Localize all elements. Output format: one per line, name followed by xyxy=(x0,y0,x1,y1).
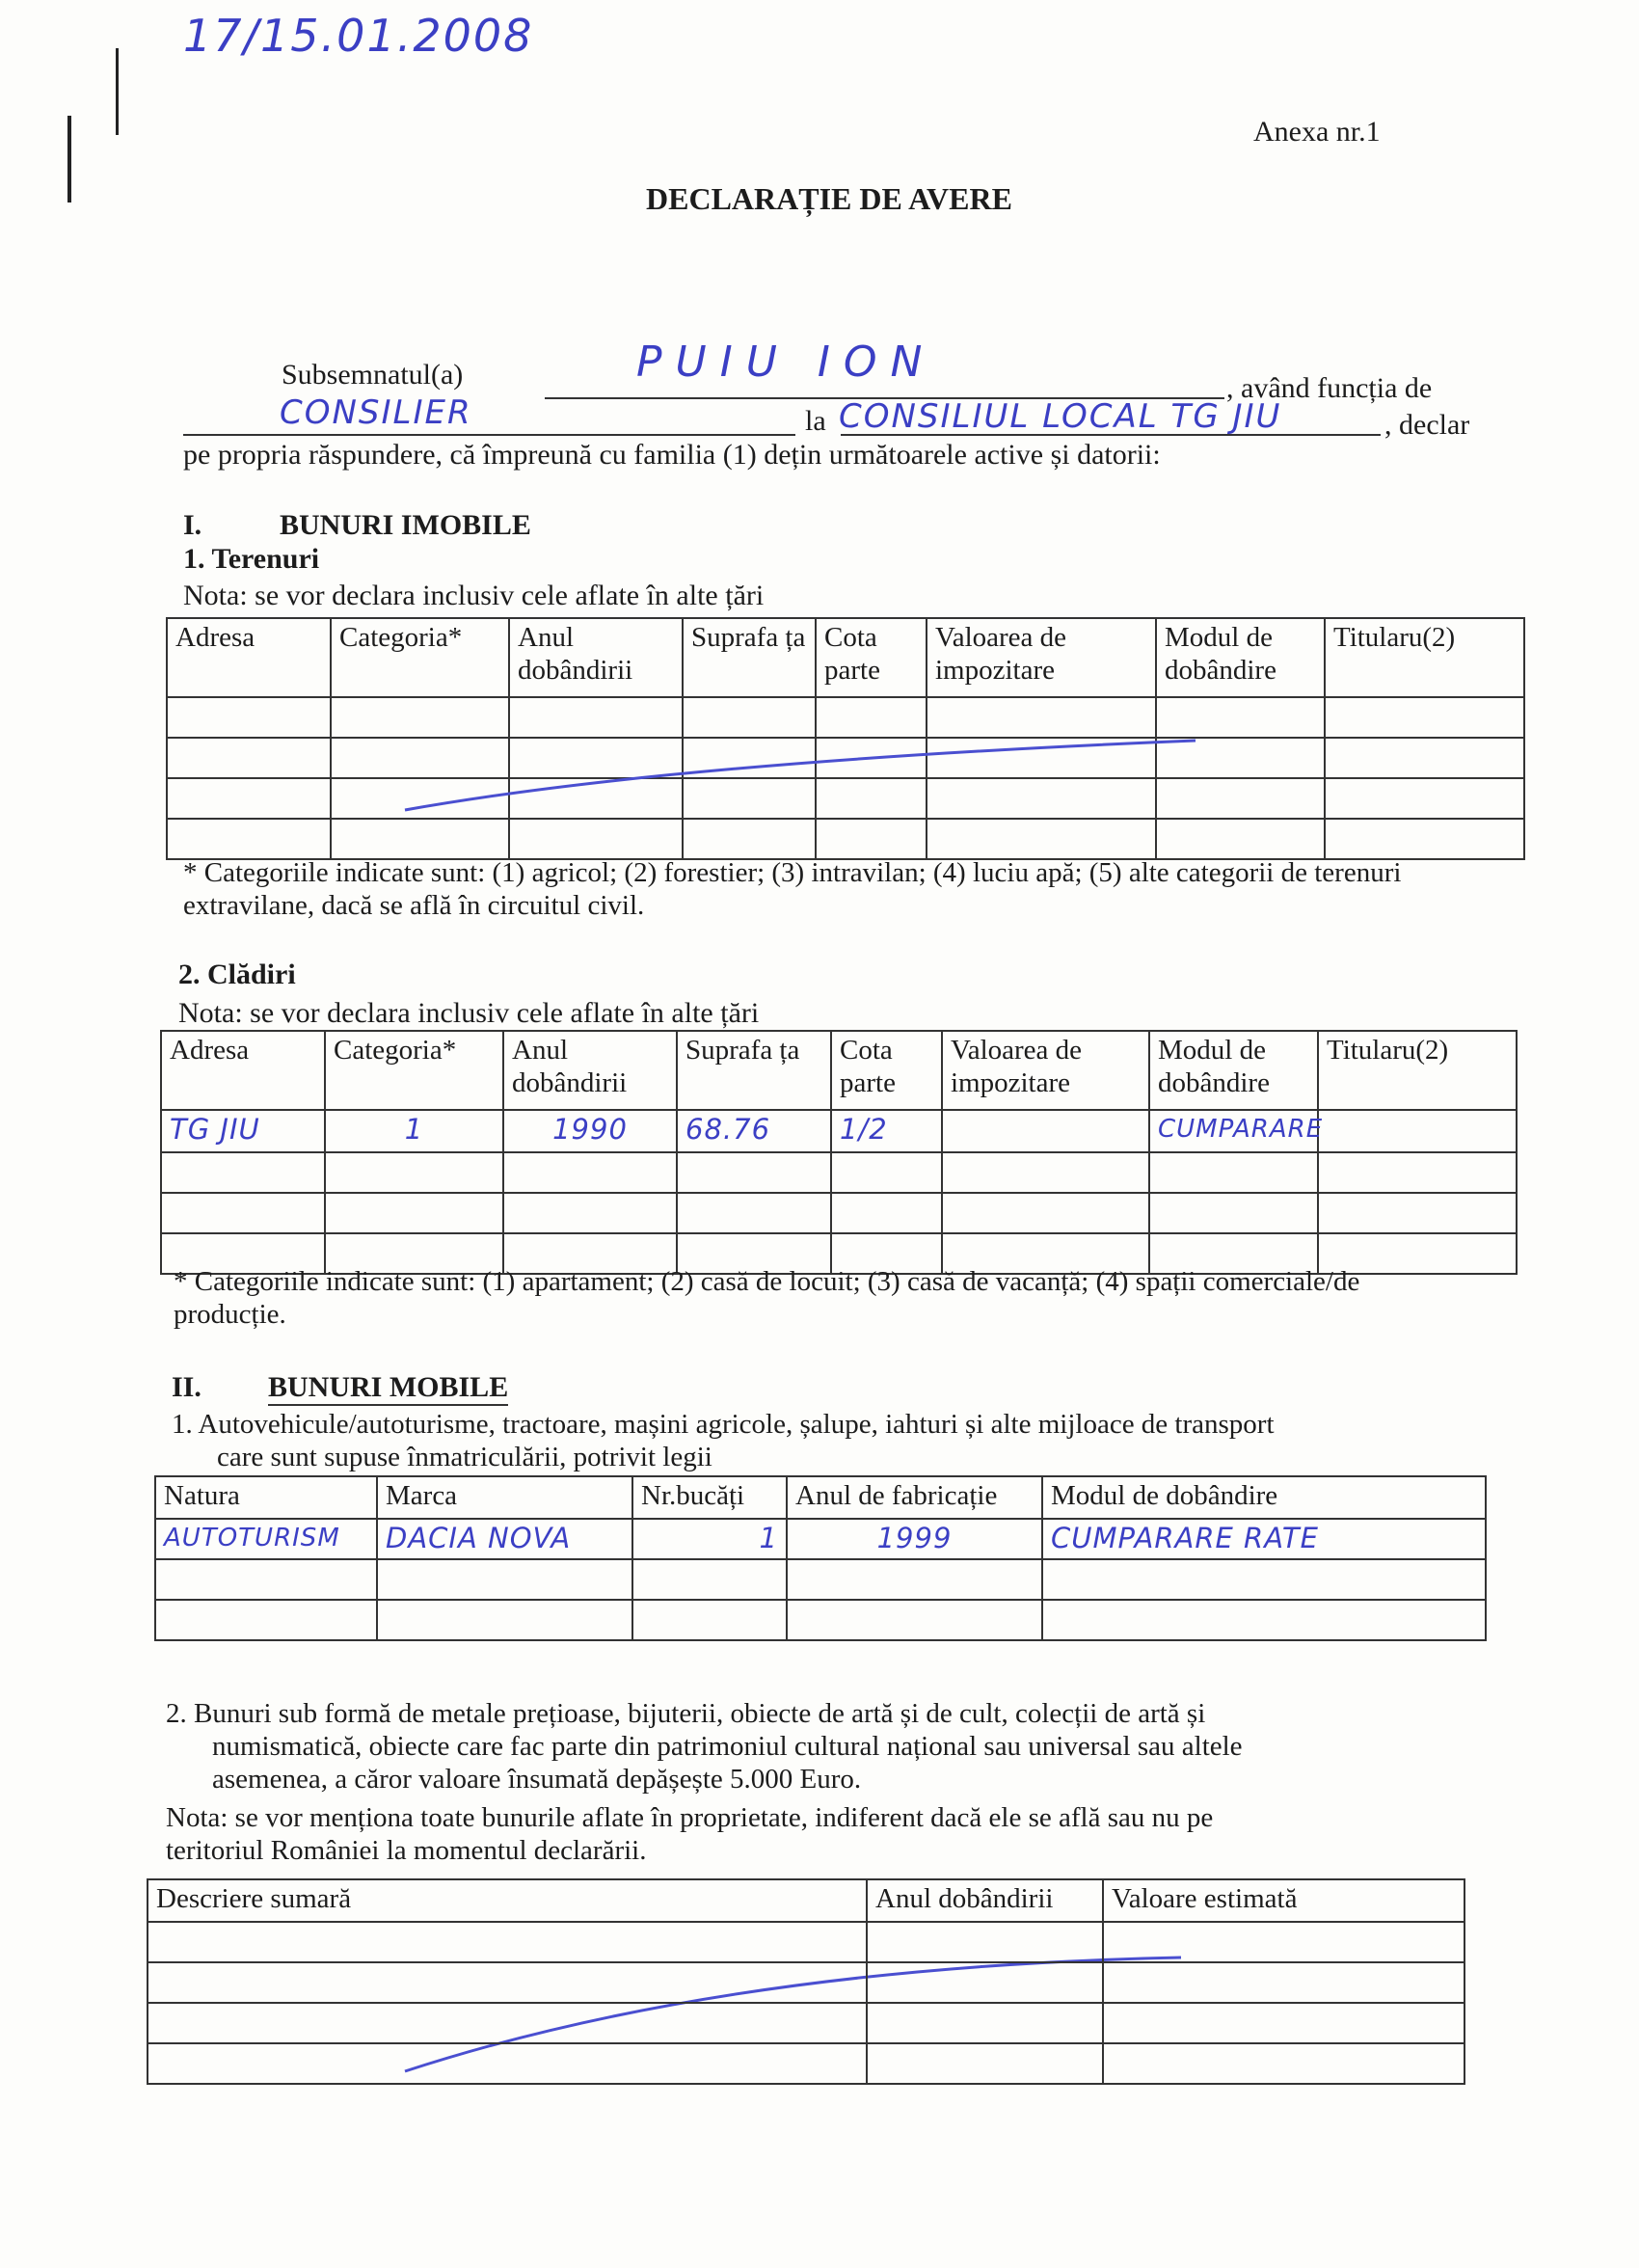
table-row xyxy=(148,2043,1464,2084)
col-anul-dobandirii: Anul dobândirii xyxy=(503,1031,677,1110)
col-modul-dobandire: Modul de dobândire xyxy=(1156,618,1325,697)
table-row xyxy=(161,1110,1517,1152)
col-categoria: Categoria* xyxy=(331,618,509,697)
table-row xyxy=(148,1922,1464,1962)
cladiri-note: Nota: se vor declara inclusiv cele aflate în alte țări xyxy=(178,997,760,1029)
col-categoria: Categoria* xyxy=(325,1031,503,1110)
section-2-title: BUNURI MOBILE xyxy=(268,1371,508,1406)
intro-line-3: pe propria răspundere, că împreună cu familia (1) dețin următoarele active și datorii: xyxy=(183,439,1161,471)
cell-modul: CUMPARARE xyxy=(1149,1110,1318,1152)
col-nr-bucati: Nr.bucăți xyxy=(632,1476,787,1519)
table-row xyxy=(155,1519,1486,1559)
col-suprafata: Suprafa ța xyxy=(683,618,816,697)
cladiri-table xyxy=(160,1030,1518,1275)
cell-anul-fabricatie: 1999 xyxy=(787,1519,1042,1559)
col-anul-dobandirii: Anul dobândirii xyxy=(867,1879,1103,1922)
terenuri-footnote: * Categoriile indicate sunt: (1) agricol; (2) forestier; (3) intravilan; (4) luciu apă; (5) alte categorii de terenuri extravilane, dacă se află în circuitul civil. xyxy=(183,857,1402,921)
cell-suprafata: 68.76 xyxy=(677,1110,831,1152)
section-2-number: II. xyxy=(172,1371,202,1403)
vehicles-text-a: 1. Autovehicule/autoturisme, tractoare, mașini agricole, șalupe, iahturi și alte mijloace de transport xyxy=(172,1409,1275,1440)
cell-valoare xyxy=(942,1110,1149,1152)
col-titularu: Titularu(2) xyxy=(1325,618,1524,697)
annex-label: Anexa nr.1 xyxy=(1253,116,1381,148)
valuables-text-b: numismatică, obiecte care fac parte din patrimoniul cultural național sau universal sau altele xyxy=(212,1731,1243,1762)
page-title: DECLARAȚIE DE AVERE xyxy=(646,181,1012,216)
cladiri-footnote: * Categoriile indicate sunt: (1) apartament; (2) casă de locuit; (3) casă de vacanță; (4) spații comerciale/de producție. xyxy=(174,1266,1360,1330)
terenuri-heading: 1. Terenuri xyxy=(183,543,320,575)
col-suprafata: Suprafa ța xyxy=(677,1031,831,1110)
cell-modul-dobandire: CUMPARARE RATE xyxy=(1042,1519,1486,1559)
col-cota-parte: Cota parte xyxy=(816,618,927,697)
terenuri-note: Nota: se vor declara inclusiv cele aflate în alte țări xyxy=(183,580,765,611)
col-titularu: Titularu(2) xyxy=(1318,1031,1517,1110)
declarant-function: CONSILIER xyxy=(280,393,472,432)
cell-cota: 1/2 xyxy=(831,1110,942,1152)
col-adresa: Adresa xyxy=(161,1031,325,1110)
col-valoare-estimata: Valoare estimată xyxy=(1103,1879,1464,1922)
cell-categoria: 1 xyxy=(325,1110,503,1152)
col-modul-dobandire: Modul de dobândire xyxy=(1149,1031,1318,1110)
section-1-number: I. xyxy=(183,509,202,541)
valuables-text-c: asemenea, a căror valoare însumată depășește 5.000 Euro. xyxy=(212,1764,862,1795)
la-label: la xyxy=(805,405,826,437)
declar-label: , declar xyxy=(1384,409,1470,441)
col-marca: Marca xyxy=(377,1476,632,1519)
valuables-note-a: Nota: se vor menționa toate bunurile aflate în proprietate, indiferent dacă ele se află sau nu pe xyxy=(166,1802,1214,1833)
avand-functia-label: , având funcția de xyxy=(1226,372,1433,404)
cell-adresa: TG JIU xyxy=(161,1110,325,1152)
cell-titular xyxy=(1318,1110,1517,1152)
table-row xyxy=(148,1962,1464,2003)
cell-natura: AUTOTURISM xyxy=(155,1519,377,1559)
col-modul-dobandire: Modul de dobândire xyxy=(1042,1476,1486,1519)
cell-marca: DACIA NOVA xyxy=(377,1519,632,1559)
col-descriere-sumara: Descriere sumară xyxy=(148,1879,867,1922)
cladiri-heading: 2. Clădiri xyxy=(178,958,296,990)
cell-nr-bucati: 1 xyxy=(632,1519,787,1559)
table-row xyxy=(155,1600,1486,1640)
handwritten-registration-number: 17/15.01.2008 xyxy=(183,10,534,62)
strike-through-line xyxy=(405,741,1196,810)
col-cota-parte: Cota parte xyxy=(831,1031,942,1110)
col-valoarea-impozitare: Valoarea de impozitare xyxy=(942,1031,1149,1110)
table-row xyxy=(161,1193,1517,1233)
col-adresa: Adresa xyxy=(167,618,331,697)
cell-anul: 1990 xyxy=(503,1110,677,1152)
valuables-note-b: teritoriul României la momentul declarării. xyxy=(166,1835,647,1866)
col-anul-dobandirii: Anul dobândirii xyxy=(509,618,683,697)
col-natura: Natura xyxy=(155,1476,377,1519)
subsemnatul-label: Subsemnatul(a) xyxy=(282,359,464,391)
vehicles-table xyxy=(154,1475,1487,1641)
col-anul-fabricatie: Anul de fabricație xyxy=(787,1476,1042,1519)
col-valoarea-impozitare: Valoarea de impozitare xyxy=(927,618,1156,697)
table-row xyxy=(161,1152,1517,1193)
valuables-text-a: 2. Bunuri sub formă de metale prețioase, bijuterii, obiecte de artă și de cult, colecții de artă și xyxy=(166,1698,1206,1729)
table-row xyxy=(155,1559,1486,1600)
declarant-institution: CONSILIUL LOCAL TG JIU xyxy=(839,397,1282,436)
table-row xyxy=(148,2003,1464,2043)
valuables-table xyxy=(147,1878,1465,2085)
section-1-title: BUNURI IMOBILE xyxy=(280,509,531,541)
declarant-name: PUIU ION xyxy=(636,338,936,387)
vehicles-text-b: care sunt supuse înmatriculării, potrivit legii xyxy=(217,1442,712,1472)
